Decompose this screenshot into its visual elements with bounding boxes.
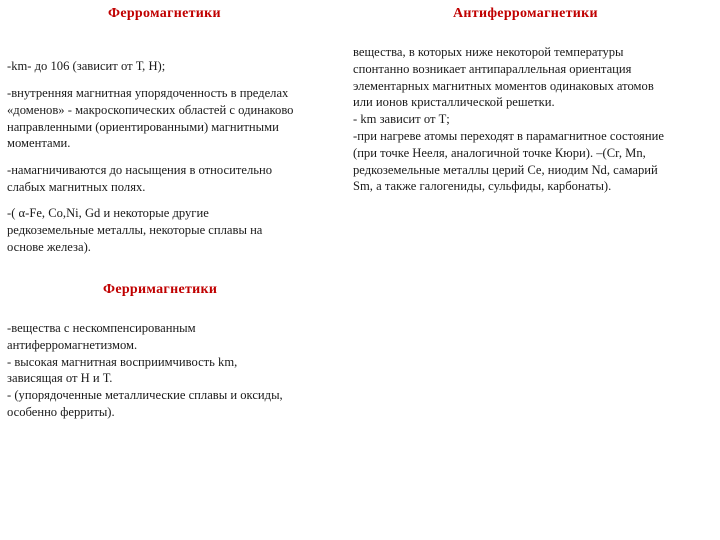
ferro-item-examples: -( α-Fe, Co,Ni, Gd и некоторые другие редкоземельные металлы, некоторые сплавы на основе железа). — [7, 206, 263, 254]
ferro-item-susceptibility: -km- до 106 (зависит от Т, Н); — [7, 59, 166, 73]
heading-ferromagnetics: Ферромагнетики — [108, 6, 221, 21]
heading-ferrimagnetics: Ферримагнетики — [103, 282, 218, 297]
ferri-description: -вещества с нескомпенсированным антиферромагнетизмом. - высокая магнитная восприимчивость km, зависящая от Н и Т. - (упорядоченные металлические сплавы и оксиды, особенно ферриты). — [7, 321, 283, 419]
ferro-item-domains: -внутренняя магнитная упорядоченность в пределах «доменов» - макроскопических областей с одинаково направленными (ориентированными) магнитными моментами. — [7, 86, 294, 151]
heading-antiferromagnetics: Антиферромагнетики — [453, 6, 598, 21]
antiferro-description: вещества, в которых ниже некоторой температуры спонтанно возникает антипараллельная ориентация элементарных магнитных моментов одинаковых атомов или ионов кристаллической решетки. - km зависит от Т; -при нагреве атомы переходят в парамагнитное состояние (при точке Нееля, аналогичной точке Кюри). –(Cr, Mn, редкоземельные металлы церий Се, ниодим Nd, самарий Sm, а также галогениды, сульфиды, карбонаты). — [353, 45, 664, 194]
ferro-item-saturation: -намагничиваются до насыщения в относительно слабых магнитных полях. — [7, 163, 273, 194]
